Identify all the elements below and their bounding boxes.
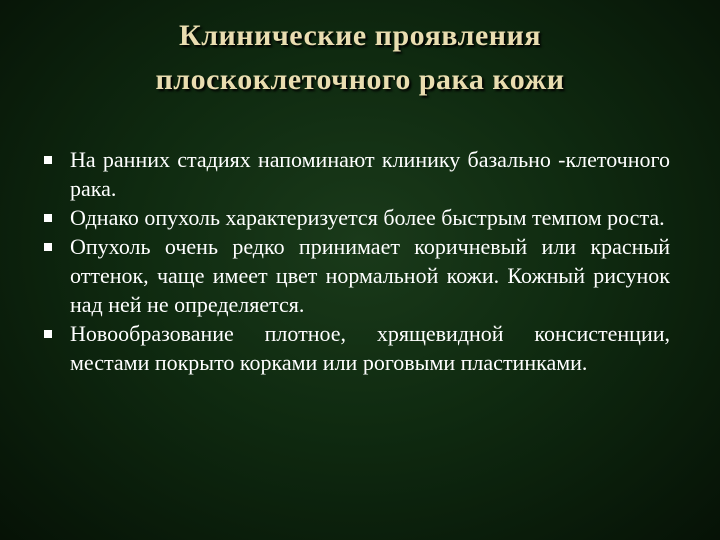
list-item-text: На ранних стадиях напоминают клинику базально -клеточного рака.	[70, 147, 670, 201]
list-item-text: Новообразование плотное, хрящевидной консистенции, местами покрыто корками или роговыми пластинками.	[70, 321, 670, 375]
slide-title-line-1: Клинические проявления	[178, 19, 542, 52]
square-bullet-icon	[44, 330, 52, 338]
square-bullet-icon	[44, 156, 52, 164]
square-bullet-icon	[44, 243, 52, 251]
slide-title-line-2: плоскоклеточного рака кожи	[155, 63, 565, 96]
square-bullet-icon	[44, 214, 52, 222]
slide-title	[60, 14, 660, 102]
list-item-text: Опухоль очень редко принимает коричневый или красный оттенок, чаще имеет цвет нормальной кожи. Кожный рисунок над ней не определяется.	[70, 234, 670, 317]
list-item	[40, 232, 670, 319]
list-item	[40, 145, 670, 203]
list-item-text: Однако опухоль характеризуется более быстрым темпом роста.	[70, 205, 665, 230]
list-item	[40, 319, 670, 377]
bullet-list	[40, 145, 670, 377]
list-item	[40, 203, 670, 232]
